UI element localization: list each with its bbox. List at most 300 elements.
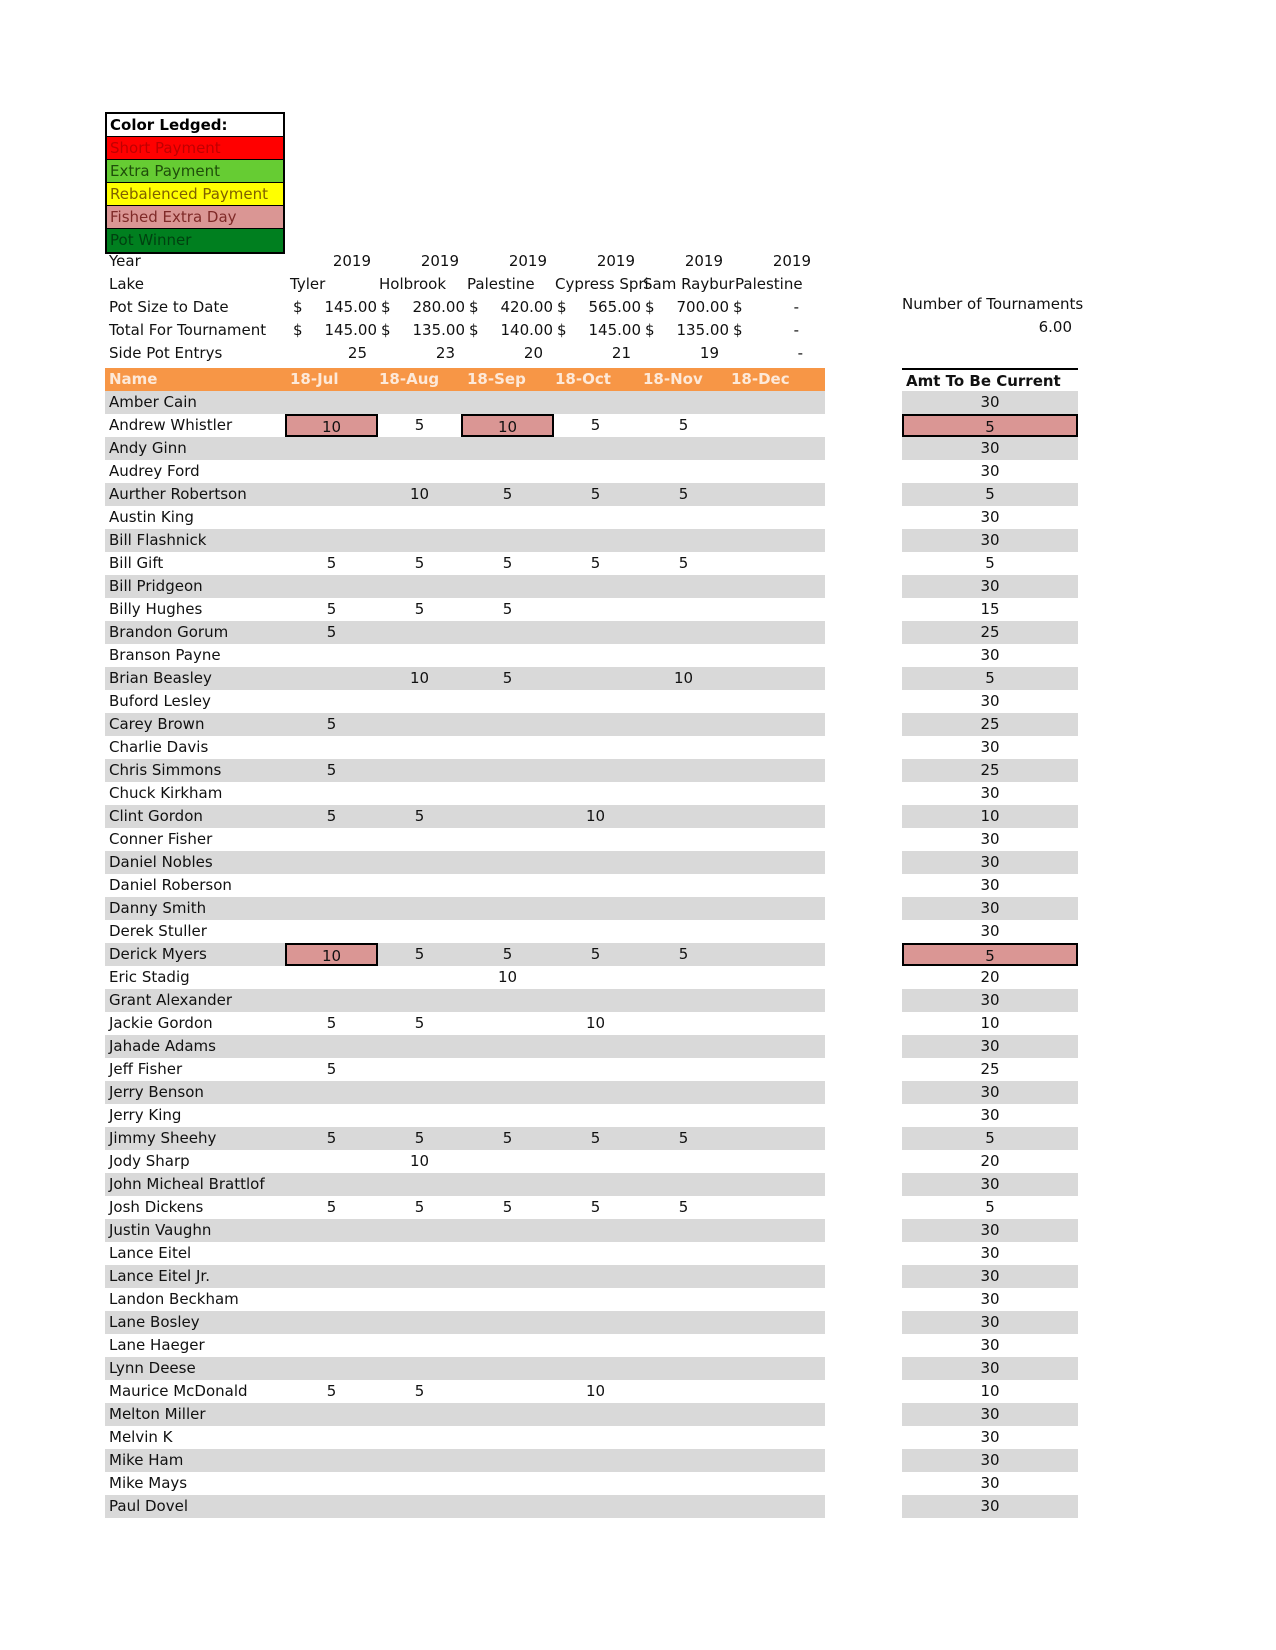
legend-title: Color Ledged: <box>107 114 283 137</box>
payment-cell <box>725 1334 818 1357</box>
row-name: Chuck Kirkham <box>109 784 223 802</box>
amt-to-be-current-cell: 30 <box>980 876 1000 894</box>
table-row <box>105 1288 825 1311</box>
payment-cell <box>461 1242 554 1265</box>
amt-to-be-current-cell: 30 <box>902 989 1078 1012</box>
payment-cell <box>461 391 554 414</box>
payment-cell <box>637 713 730 736</box>
payment-cell <box>725 1449 818 1472</box>
payment-cell <box>637 1403 730 1426</box>
amt-to-be-current-cell: 30 <box>902 391 1078 414</box>
payment-cell <box>285 391 378 414</box>
amt-to-be-current-cell: 30 <box>902 1219 1078 1242</box>
payment-cell <box>637 644 730 667</box>
payment-cell <box>373 621 466 644</box>
payment-cell <box>725 1495 818 1518</box>
payment-cell <box>373 1426 466 1449</box>
payment-cell <box>461 437 554 460</box>
row-name: John Micheal Brattlof <box>109 1175 265 1193</box>
amt-to-be-current-cell: 5 <box>902 483 1078 506</box>
row-name: Lynn Deese <box>109 1359 196 1377</box>
payment-cell <box>373 1265 466 1288</box>
payment-cell <box>373 1403 466 1426</box>
payment-cell <box>373 437 466 460</box>
payment-cell: 5 <box>414 1129 425 1147</box>
payment-cell <box>637 1357 730 1380</box>
payment-cell: 5 <box>326 1129 337 1147</box>
table-row <box>105 1012 825 1035</box>
row-name: Clint Gordon <box>109 807 203 825</box>
payment-cell <box>549 391 642 414</box>
payment-cell <box>637 506 730 529</box>
amt-to-be-current-cell: 25 <box>980 1060 1000 1078</box>
row-name: Bill Pridgeon <box>109 577 203 595</box>
payment-cell <box>725 759 818 782</box>
payment-cell <box>285 920 378 943</box>
table-row <box>105 1058 825 1081</box>
table-row <box>105 1035 825 1058</box>
payment-cell <box>285 1472 378 1495</box>
payment-cell: 5 <box>414 1014 425 1032</box>
payment-cell <box>373 828 466 851</box>
payment-cell <box>373 1242 466 1265</box>
payment-cell <box>549 1357 642 1380</box>
amt-to-be-current-cell: 30 <box>902 1081 1078 1104</box>
table-row <box>105 1449 825 1472</box>
row-name: Buford Lesley <box>109 692 211 710</box>
payment-cell <box>461 1426 554 1449</box>
payment-cell: 5 <box>502 485 513 503</box>
amt-to-be-current-cell: 20 <box>980 968 1000 986</box>
row-name: Eric Stadig <box>109 968 190 986</box>
payment-cell <box>285 1334 378 1357</box>
payment-cell <box>549 736 642 759</box>
payment-cell <box>549 1081 642 1104</box>
row-name: Landon Beckham <box>109 1290 239 1308</box>
lake-cell: Tyler <box>290 275 326 293</box>
amt-to-be-current-cell: 30 <box>902 1265 1078 1288</box>
payment-cell: 5 <box>414 554 425 572</box>
payment-cell <box>725 920 818 943</box>
payment-cell <box>725 414 818 437</box>
table-row <box>105 759 825 782</box>
payment-cell: 10 <box>585 1382 606 1400</box>
payment-cell <box>549 667 642 690</box>
payment-cell <box>549 966 642 989</box>
payment-cell <box>461 1150 554 1173</box>
payment-cell <box>285 1426 378 1449</box>
payment-cell <box>373 782 466 805</box>
row-name: Jeff Fisher <box>109 1060 183 1078</box>
row-name: Brian Beasley <box>109 669 212 687</box>
payment-cell: 5 <box>678 485 689 503</box>
lake-cell: Palestine <box>735 275 803 293</box>
payment-cell <box>637 1219 730 1242</box>
payment-cell <box>725 851 818 874</box>
year-cell: 2019 <box>772 252 811 270</box>
table-row <box>105 966 825 989</box>
table-row <box>105 782 825 805</box>
row-name: Derick Myers <box>109 945 207 963</box>
payment-cell <box>549 621 642 644</box>
total-label: Total For Tournament <box>109 321 267 339</box>
payment-cell <box>637 1380 730 1403</box>
payment-cell <box>285 828 378 851</box>
side-pot-cell: 20 <box>523 344 543 362</box>
payment-cell <box>549 1150 642 1173</box>
payment-cell <box>373 1219 466 1242</box>
payment-cell: 5 <box>678 945 689 963</box>
amt-to-be-current-cell: 5 <box>902 667 1078 690</box>
payment-cell <box>637 1449 730 1472</box>
year-cell: 2019 <box>332 252 371 270</box>
payment-cell: 10 <box>497 968 518 986</box>
row-name: Amber Cain <box>109 393 197 411</box>
pot-size-row: Pot Size to Date $ 145.00 $ 280.00 $ 420.00 $ 565.00 $ 700.00 $ - <box>105 296 825 319</box>
table-row <box>105 1196 825 1219</box>
table-row <box>105 1472 825 1495</box>
payment-cell <box>461 874 554 897</box>
payment-cell <box>461 690 554 713</box>
payment-cell <box>373 966 466 989</box>
payment-cell: 5 <box>502 600 513 618</box>
lake-cell: Cypress Spri <box>555 275 649 293</box>
amt-to-be-current-cell: 30 <box>980 462 1000 480</box>
payment-cell <box>549 529 642 552</box>
amt-to-be-current-cell: 30 <box>980 1474 1000 1492</box>
payment-cell <box>461 529 554 552</box>
payment-cell <box>285 690 378 713</box>
payment-cell: 5 <box>502 945 513 963</box>
payment-cell <box>461 1035 554 1058</box>
amt-to-be-current-cell: 30 <box>980 646 1000 664</box>
amt-to-be-current-cell: 30 <box>902 897 1078 920</box>
payment-cell <box>461 621 554 644</box>
amt-to-be-current-cell: 5 <box>902 943 1078 966</box>
payment-cell <box>461 644 554 667</box>
payment-cell: 5 <box>590 1198 601 1216</box>
total-row: Total For Tournament $ 145.00 $ 135.00 $ 140.00 $ 145.00 $ 135.00 $ - <box>105 319 825 342</box>
payment-cell: 5 <box>502 1129 513 1147</box>
payment-cell <box>637 759 730 782</box>
payment-cell <box>373 1104 466 1127</box>
payment-cell <box>549 690 642 713</box>
payment-cell <box>725 575 818 598</box>
payment-cell <box>549 1311 642 1334</box>
payment-cell: 5 <box>678 416 689 434</box>
table-row <box>105 1265 825 1288</box>
payment-cell <box>637 1288 730 1311</box>
table-row <box>105 690 825 713</box>
payment-cell <box>373 1472 466 1495</box>
payment-cell <box>285 1219 378 1242</box>
payment-cell <box>549 1426 642 1449</box>
payment-cell: 5 <box>590 416 601 434</box>
payment-cell <box>373 1334 466 1357</box>
payment-cell <box>549 897 642 920</box>
amt-to-be-current-cell: 25 <box>902 759 1078 782</box>
table-row <box>105 897 825 920</box>
amt-to-be-current-cell: 30 <box>980 1336 1000 1354</box>
table-row <box>105 1311 825 1334</box>
payment-cell: 5 <box>414 807 425 825</box>
year-label: Year <box>109 252 141 270</box>
row-name: Conner Fisher <box>109 830 213 848</box>
payment-cell <box>549 851 642 874</box>
table-row <box>105 920 825 943</box>
payment-cell <box>461 1012 554 1035</box>
payment-cell <box>549 506 642 529</box>
payment-cell <box>637 920 730 943</box>
payment-cell <box>637 805 730 828</box>
payment-cell <box>549 874 642 897</box>
table-row <box>105 1104 825 1127</box>
payment-cell <box>725 1403 818 1426</box>
tournaments-value: 6.00 <box>1038 318 1072 336</box>
payment-cell: 5 <box>326 761 337 779</box>
row-name: Austin King <box>109 508 194 526</box>
payment-cell <box>725 782 818 805</box>
payment-cell <box>637 1058 730 1081</box>
row-name: Jerry King <box>109 1106 182 1124</box>
header-date: 18-Sep <box>467 370 526 388</box>
table-row <box>105 483 825 506</box>
row-name: Melvin K <box>109 1428 173 1446</box>
payment-cell <box>725 690 818 713</box>
payment-cell <box>637 1150 730 1173</box>
row-name: Bill Flashnick <box>109 531 207 549</box>
payment-cell <box>725 1380 818 1403</box>
amt-to-be-current-cell: 30 <box>980 738 1000 756</box>
table-row <box>105 644 825 667</box>
payment-cell: 5 <box>590 485 601 503</box>
payment-cell <box>637 1173 730 1196</box>
payment-cell <box>461 782 554 805</box>
row-name: Brandon Gorum <box>109 623 229 641</box>
payment-cell: 10 <box>409 1152 430 1170</box>
payment-cell <box>549 575 642 598</box>
row-name: Jackie Gordon <box>109 1014 213 1032</box>
payment-cell <box>725 529 818 552</box>
header-date: 18-Dec <box>731 370 790 388</box>
payment-cell <box>549 1104 642 1127</box>
payment-cell: 5 <box>414 416 425 434</box>
payment-cell <box>549 1242 642 1265</box>
payment-cell <box>549 437 642 460</box>
payment-cell <box>637 598 730 621</box>
payment-cell <box>637 529 730 552</box>
payment-cell <box>637 1495 730 1518</box>
header-name: Name <box>109 370 158 388</box>
table-row <box>105 713 825 736</box>
payment-cell <box>461 1380 554 1403</box>
payment-cell <box>637 897 730 920</box>
row-name: Billy Hughes <box>109 600 203 618</box>
payment-cell <box>549 989 642 1012</box>
amt-to-be-current-cell: 30 <box>980 1106 1000 1124</box>
payment-cell <box>461 1104 554 1127</box>
amt-to-be-current-cell: 5 <box>985 1198 995 1216</box>
payment-cell <box>373 851 466 874</box>
payment-cell: 5 <box>326 1198 337 1216</box>
header-date: 18-Jul <box>290 370 339 388</box>
payment-cell <box>285 1104 378 1127</box>
row-name: Daniel Roberson <box>109 876 232 894</box>
payment-cell <box>549 1288 642 1311</box>
payment-cell <box>461 1403 554 1426</box>
payment-cell <box>461 713 554 736</box>
payment-cell <box>373 1357 466 1380</box>
payment-cell <box>725 897 818 920</box>
payment-cell <box>285 1150 378 1173</box>
payment-cell <box>285 437 378 460</box>
row-name: Andy Ginn <box>109 439 187 457</box>
payment-cell <box>461 1334 554 1357</box>
table-row <box>105 989 825 1012</box>
payment-cell <box>285 736 378 759</box>
payment-cell <box>637 460 730 483</box>
row-name: Maurice McDonald <box>109 1382 248 1400</box>
payment-cell <box>725 1219 818 1242</box>
row-name: Lance Eitel Jr. <box>109 1267 210 1285</box>
row-name: Lance Eitel <box>109 1244 192 1262</box>
row-name: Daniel Nobles <box>109 853 213 871</box>
table-row <box>105 1219 825 1242</box>
table-row <box>105 1334 825 1357</box>
payment-cell <box>461 1219 554 1242</box>
payment-cell: 5 <box>326 1014 337 1032</box>
payment-cell <box>637 989 730 1012</box>
payment-cell <box>725 1150 818 1173</box>
payment-cell <box>637 621 730 644</box>
side-pot-cell: - <box>797 344 803 362</box>
payment-cell: 10 <box>461 414 554 437</box>
payment-cell <box>373 713 466 736</box>
side-pot-cell: 25 <box>347 344 367 362</box>
payment-cell <box>373 1173 466 1196</box>
legend-rebalenced-payment: Rebalenced Payment <box>107 183 283 206</box>
amt-to-be-current-cell: 30 <box>980 508 1000 526</box>
table-row <box>105 1357 825 1380</box>
table-row <box>105 943 825 966</box>
payment-cell <box>549 598 642 621</box>
side-pot-row <box>105 342 825 365</box>
payment-cell <box>637 1426 730 1449</box>
amt-to-be-current-cell: 30 <box>902 1311 1078 1334</box>
lake-cell: Palestine <box>467 275 535 293</box>
row-name: Chris Simmons <box>109 761 222 779</box>
payment-cell <box>461 851 554 874</box>
payment-cell <box>725 1012 818 1035</box>
payment-cell <box>725 598 818 621</box>
payment-cell <box>373 575 466 598</box>
row-name: Bill Gift <box>109 554 164 572</box>
payment-cell <box>637 1242 730 1265</box>
payment-cell <box>373 736 466 759</box>
payment-cell <box>285 667 378 690</box>
payment-cell <box>285 529 378 552</box>
amt-to-be-current-cell: 25 <box>902 713 1078 736</box>
payment-cell <box>373 391 466 414</box>
payment-cell <box>285 1265 378 1288</box>
amt-header: Amt To Be Current <box>902 368 1078 391</box>
header-date: 18-Aug <box>379 370 440 388</box>
amt-to-be-current-cell: 30 <box>902 1495 1078 1518</box>
amt-to-be-current-cell: 30 <box>902 1449 1078 1472</box>
payment-cell <box>461 1288 554 1311</box>
table-row <box>105 575 825 598</box>
amt-to-be-current-cell: 10 <box>980 1014 1000 1032</box>
header-date: 18-Oct <box>555 370 611 388</box>
table-header <box>105 368 825 391</box>
row-name: Audrey Ford <box>109 462 200 480</box>
row-name: Andrew Whistler <box>109 416 233 434</box>
lake-cell: Sam Raybur <box>643 275 735 293</box>
amt-to-be-current-cell: 5 <box>902 1127 1078 1150</box>
payment-cell <box>285 1035 378 1058</box>
payment-cell <box>461 920 554 943</box>
payment-cell <box>285 644 378 667</box>
payment-cell <box>373 1288 466 1311</box>
side-pot-label: Side Pot Entrys <box>109 344 223 362</box>
payment-cell <box>725 713 818 736</box>
amt-to-be-current-cell: 30 <box>980 1428 1000 1446</box>
payment-cell <box>637 1081 730 1104</box>
amt-to-be-current-cell: 30 <box>902 437 1078 460</box>
payment-cell <box>285 851 378 874</box>
payment-cell <box>461 1265 554 1288</box>
payment-cell <box>725 1357 818 1380</box>
payment-cell <box>549 782 642 805</box>
row-name: Jimmy Sheehy <box>109 1129 217 1147</box>
amt-to-be-current-cell: 30 <box>902 1357 1078 1380</box>
table-row <box>105 1495 825 1518</box>
payment-cell <box>549 1058 642 1081</box>
payment-cell: 10 <box>585 807 606 825</box>
payment-cell <box>461 805 554 828</box>
legend-extra-payment: Extra Payment <box>107 160 283 183</box>
table-row <box>105 851 825 874</box>
payment-cell <box>461 736 554 759</box>
payment-cell: 5 <box>414 600 425 618</box>
payment-cell <box>725 828 818 851</box>
amt-to-be-current-cell: 5 <box>902 414 1078 437</box>
payment-cell: 5 <box>502 1198 513 1216</box>
table-row <box>105 1173 825 1196</box>
payment-cell <box>549 1449 642 1472</box>
payment-cell <box>373 644 466 667</box>
amt-to-be-current-cell: 30 <box>980 1244 1000 1262</box>
payment-cell <box>725 1426 818 1449</box>
payment-cell <box>285 1311 378 1334</box>
side-pot-cell: 19 <box>699 344 719 362</box>
payment-cell <box>549 920 642 943</box>
payment-cell: 10 <box>673 669 694 687</box>
table-row <box>105 1127 825 1150</box>
table-row <box>105 1150 825 1173</box>
payment-cell <box>725 506 818 529</box>
payment-cell <box>637 1334 730 1357</box>
tournaments-label: Number of Tournaments <box>902 295 1084 313</box>
payment-cell <box>285 1081 378 1104</box>
payment-cell: 5 <box>326 554 337 572</box>
payment-cell <box>549 1334 642 1357</box>
payment-cell <box>285 1242 378 1265</box>
amt-to-be-current-cell: 30 <box>902 575 1078 598</box>
payment-cell <box>461 1449 554 1472</box>
table-row <box>105 506 825 529</box>
payment-cell <box>725 644 818 667</box>
